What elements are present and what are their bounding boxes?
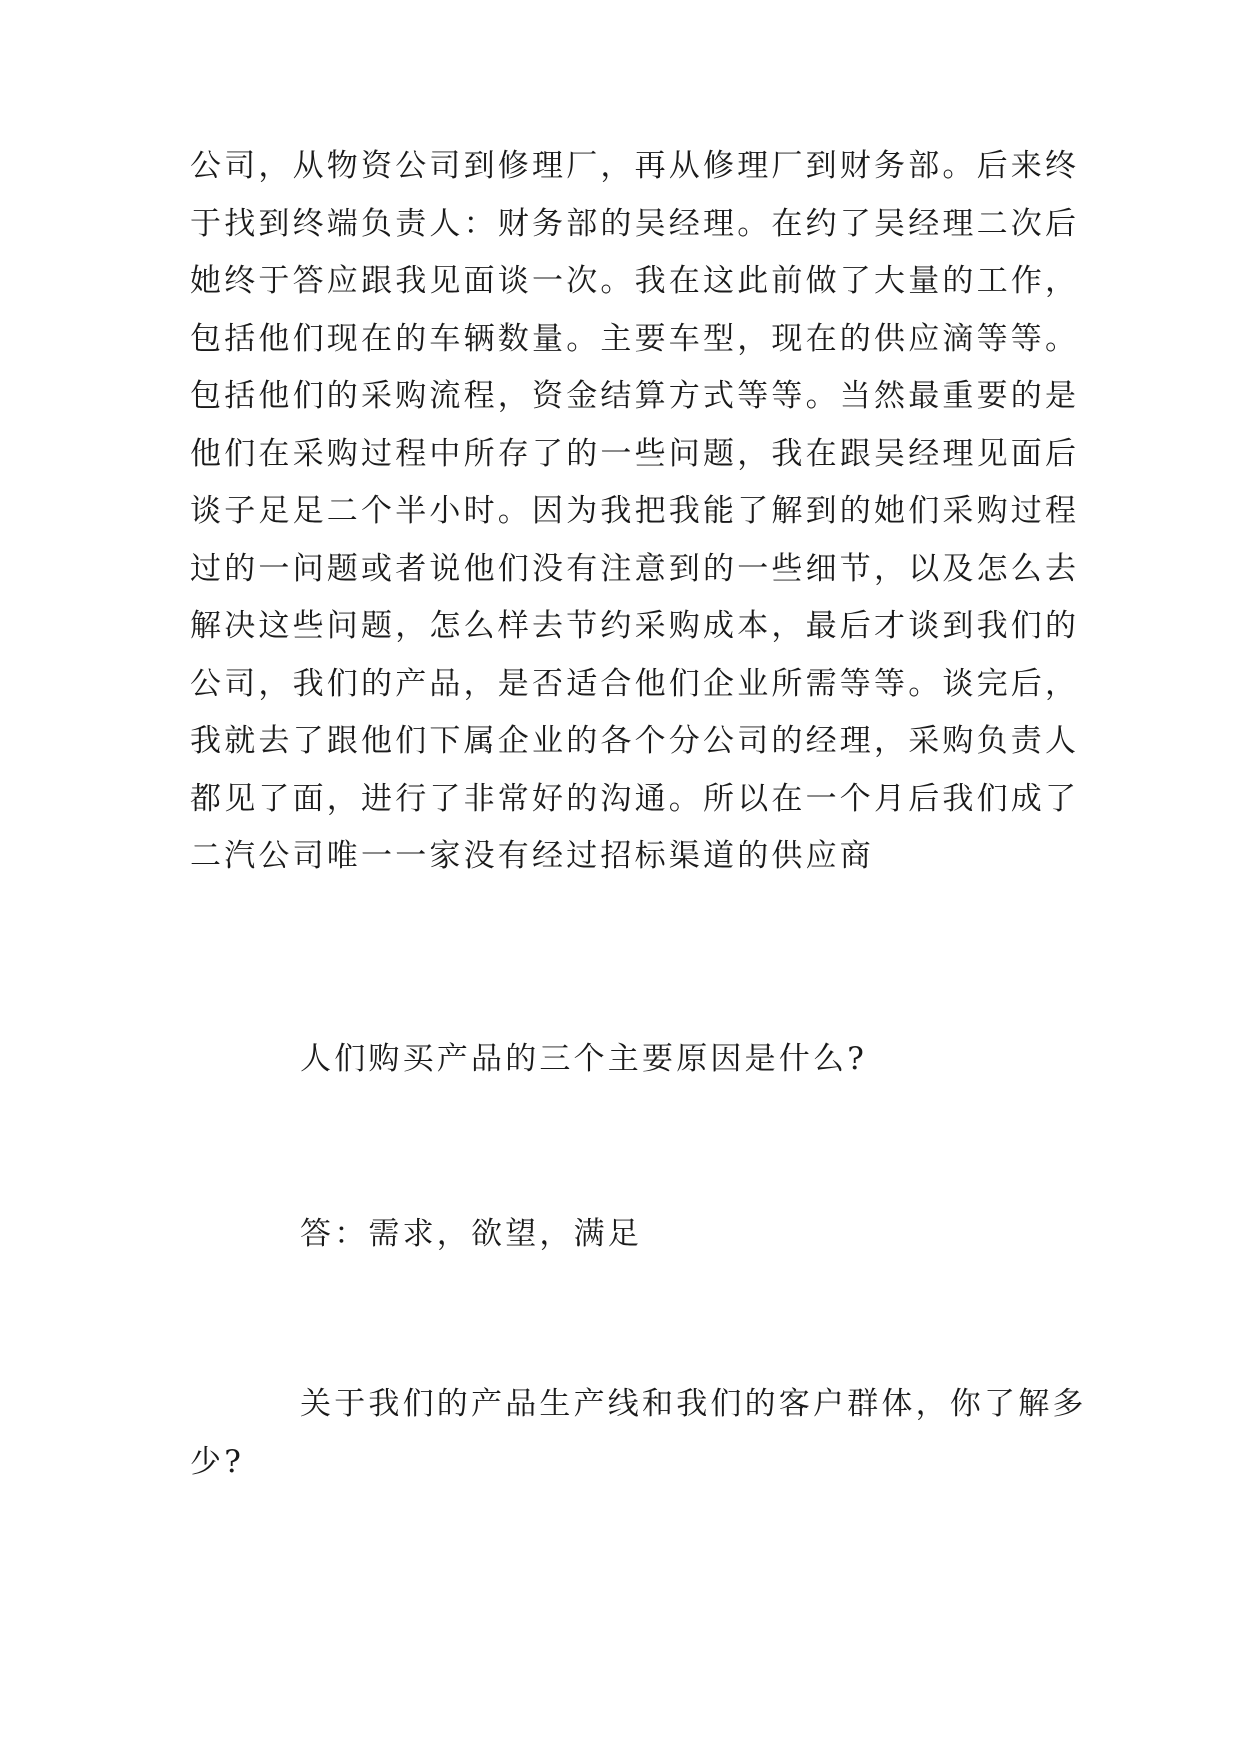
body-line: 解决这些问题，怎么样去节约采购成本，最后才谈到我们的 xyxy=(190,608,1080,644)
body-line: 于找到终端负责人：财务部的吴经理。在约了吴经理二次后 xyxy=(190,205,1080,242)
body-line: 过的一问题或者说他们没有注意到的一些细节，以及怎么去 xyxy=(190,550,1080,587)
body-line: 她终于答应跟我见面谈一次。我在这此前做了大量的工作， xyxy=(190,263,1080,299)
question-2-line-1: 关于我们的产品生产线和我们的客户群体，你了解多 xyxy=(300,1386,1087,1422)
body-line: 谈子足足二个半小时。因为我把我能了解到的她们采购过程 xyxy=(190,493,1080,529)
body-line: 他们在采购过程中所存了的一些问题，我在跟吴经理见面后 xyxy=(190,435,1080,472)
question-2-line-2: 少? xyxy=(190,1444,245,1480)
body-line: 包括他们现在的车辆数量。主要车型，现在的供应滴等等。 xyxy=(190,320,1080,357)
body-line: 公司，我们的产品，是否适合他们企业所需等等。谈完后， xyxy=(190,665,1080,702)
body-line: 二汽公司唯一一家没有经过招标渠道的供应商 xyxy=(190,838,874,874)
question-1: 人们购买产品的三个主要原因是什么? xyxy=(300,1041,868,1077)
answer-1: 答：需求，欲望，满足 xyxy=(300,1216,642,1252)
body-line: 公司，从物资公司到修理厂，再从修理厂到财务部。后来终 xyxy=(190,148,1080,184)
body-line: 包括他们的采购流程，资金结算方式等等。当然最重要的是 xyxy=(190,378,1080,414)
body-line: 都见了面，进行了非常好的沟通。所以在一个月后我们成了 xyxy=(190,780,1080,817)
body-line: 我就去了跟他们下属企业的各个分公司的经理，采购负责人 xyxy=(190,723,1080,759)
body-paragraph xyxy=(190,138,1080,886)
